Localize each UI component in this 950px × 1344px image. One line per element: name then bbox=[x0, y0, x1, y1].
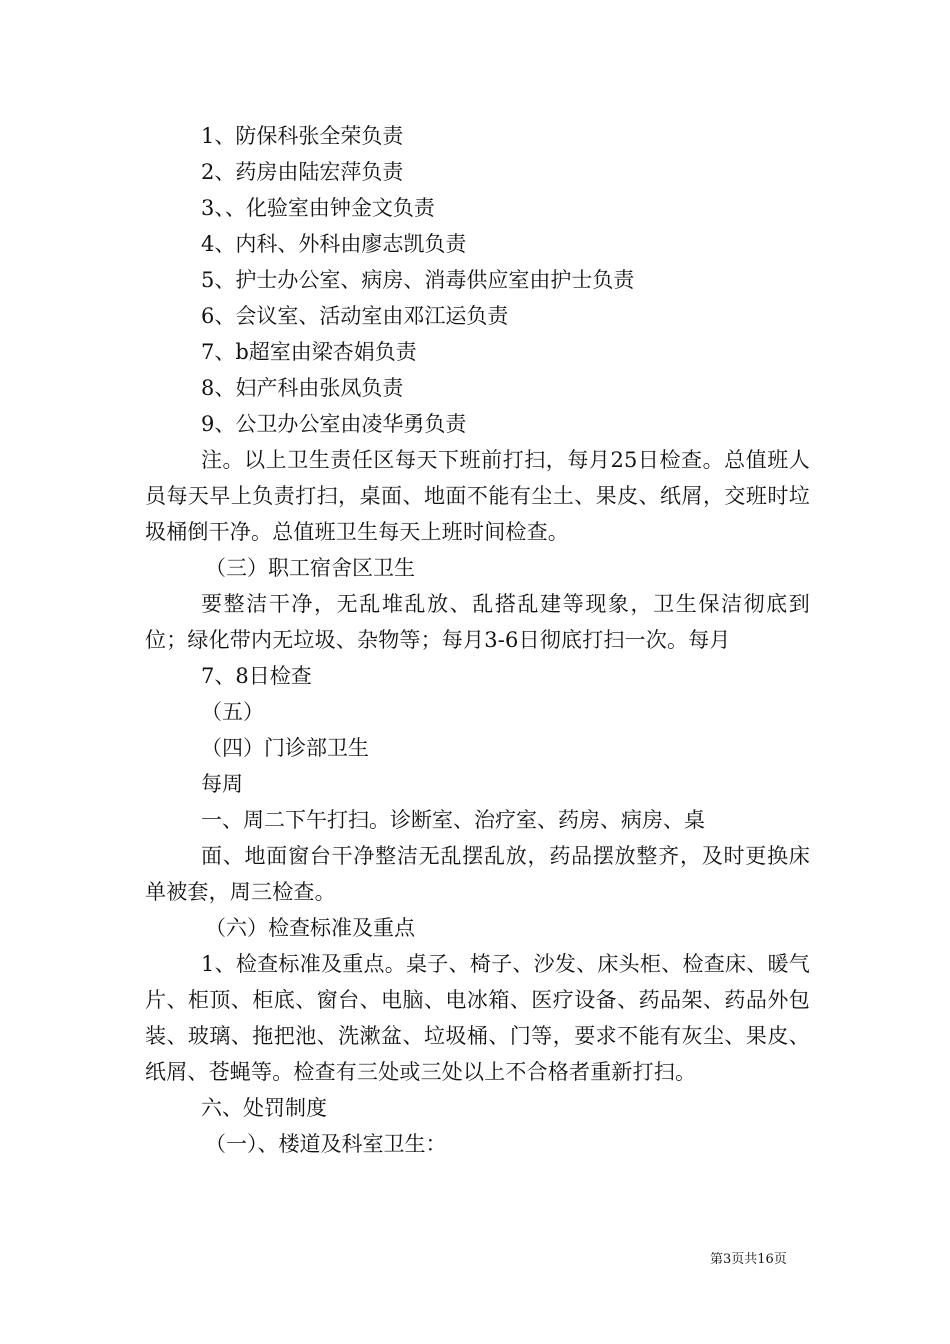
penalty-subheading: （一）、楼道及科室卫生： bbox=[205, 1132, 447, 1156]
note-paragraph: 注。以上卫生责任区每天下班前打扫，每月25日检查。总值班人员每天早上负责打扫，桌面、地面不能有尘土、果皮、纸屑，交班时垃圾桶倒干净。总值班卫生每天上班时间检查。 bbox=[145, 448, 810, 544]
dorm-paragraph: 要整洁干净，无乱堆乱放、乱搭乱建等现象，卫生保洁彻底到位；绿化带内无垃圾、杂物等；每月3-6日彻底打扫一次。每月 bbox=[145, 592, 810, 652]
section-heading-dorm: （三）职工宿舍区卫生 bbox=[205, 556, 415, 580]
dorm-check-line: 7、8日检查 bbox=[201, 664, 312, 688]
list-item: 4、内科、外科由廖志凯负责 bbox=[201, 232, 467, 256]
list-item: 5、护士办公室、病房、消毒供应室由护士负责 bbox=[201, 268, 635, 292]
list-item: 6、会议室、活动室由邓江运负责 bbox=[201, 304, 509, 328]
standard-paragraph: 1、检查标准及重点。桌子、椅子、沙发、床头柜、检查床、暖气片、柜顶、柜底、窗台、电脑、电冰箱、医疗设备、药品架、药品外包装、玻璃、拖把池、洗漱盆、垃圾桶、门等，要求不能有灰尘、果皮、纸屑、苍蝇等。检查有三处或三处以上不合格者重新打扫。 bbox=[145, 952, 810, 1084]
list-item: 1、防保科张全荣负责 bbox=[201, 124, 404, 148]
clinic-weekly-line: 每周 bbox=[201, 772, 243, 796]
clinic-line: 一、周二下午打扫。诊断室、治疗室、药房、病房、桌 bbox=[201, 808, 705, 832]
list-item: 3、、化验室由钟金文负责 bbox=[201, 196, 435, 220]
list-item: 7、b超室由梁杏娟负责 bbox=[201, 340, 417, 364]
list-item: 9、公卫办公室由凌华勇负责 bbox=[201, 412, 467, 436]
list-item: 2、药房由陆宏萍负责 bbox=[201, 160, 404, 184]
section-heading-standard: （六）检查标准及重点 bbox=[205, 916, 415, 940]
clinic-paragraph: 面、地面窗台干净整洁无乱摆乱放，药品摆放整齐，及时更换床单被套，周三检查。 bbox=[145, 844, 810, 904]
list-item: 8、妇产科由张凤负责 bbox=[201, 376, 404, 400]
penalty-heading: 六、处罚制度 bbox=[201, 1096, 327, 1120]
section-heading-clinic: （四）门诊部卫生 bbox=[201, 736, 369, 760]
document-body bbox=[145, 118, 810, 1162]
section-heading-five: （五） bbox=[201, 700, 264, 724]
page-number: 第3页共16页 bbox=[710, 1252, 787, 1267]
